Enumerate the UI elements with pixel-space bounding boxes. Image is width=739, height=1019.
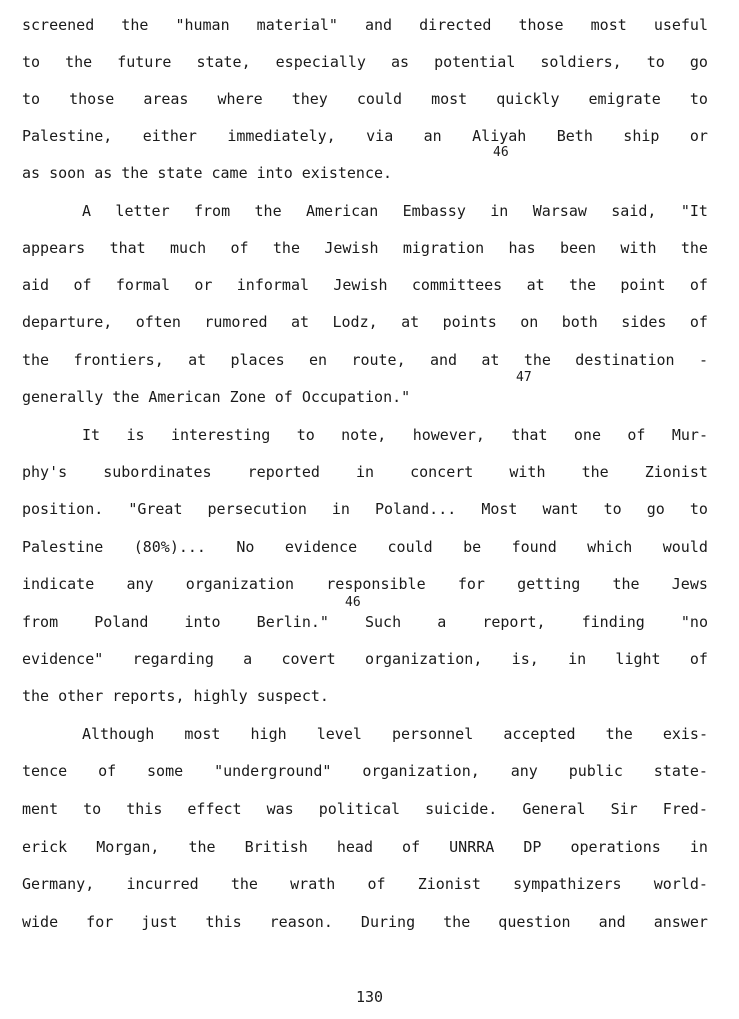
text-line (22, 800, 708, 818)
word: Beth (556, 127, 593, 145)
word: note, (341, 426, 387, 444)
text-line (22, 538, 708, 556)
word: No (236, 538, 255, 556)
word: Such (365, 613, 402, 631)
word: in (355, 463, 375, 481)
word: regarding (132, 650, 214, 668)
word: said, (611, 202, 657, 220)
text-line (22, 762, 708, 780)
text-line (22, 650, 708, 668)
word: Occupation." (301, 388, 411, 406)
word: wrath (290, 875, 336, 893)
word: at (526, 276, 545, 294)
word: some (147, 762, 184, 780)
word: other (58, 687, 104, 705)
word: in (568, 650, 587, 668)
word: responsible (326, 575, 426, 593)
text-line (22, 838, 708, 856)
word: formal (115, 276, 171, 294)
word: committees (411, 276, 503, 294)
word: the (188, 838, 216, 856)
word: which (587, 538, 633, 556)
word: on (520, 313, 539, 331)
word: Jews (671, 575, 708, 593)
word: Palestine, (22, 127, 113, 145)
word: this (126, 800, 163, 818)
word: found (511, 538, 557, 556)
text-line (22, 313, 708, 331)
word: the (65, 53, 93, 71)
word: in (490, 202, 509, 220)
word: as (22, 164, 41, 182)
word: is, (511, 650, 539, 668)
word: A (82, 202, 92, 220)
word: from (22, 613, 59, 631)
word: political (318, 800, 401, 818)
word: route, (351, 351, 406, 369)
word: of (689, 313, 708, 331)
word: evidence (284, 538, 358, 556)
word: Zionist (644, 463, 708, 481)
word: came (211, 164, 248, 182)
word: position. (22, 500, 104, 518)
word: the (680, 239, 708, 257)
word: "underground" (214, 762, 332, 780)
word: be (463, 538, 482, 556)
word: General (522, 800, 586, 818)
word: sides (621, 313, 667, 331)
footnote-marker: 47 (516, 370, 532, 385)
word: existence. (301, 164, 393, 182)
word: Most (481, 500, 518, 518)
word: to (603, 500, 622, 518)
word: much (170, 239, 207, 257)
text-line (22, 90, 708, 108)
paragraph-start-line (82, 426, 708, 444)
word: concert (410, 463, 474, 481)
word: Palestine (22, 538, 104, 556)
word: the (121, 16, 149, 34)
word: Berlin." (256, 613, 329, 631)
word: level (316, 725, 362, 743)
word: British (244, 838, 308, 856)
word: - (698, 351, 708, 369)
word: as (391, 53, 410, 71)
word: potential (434, 53, 516, 71)
word: frontiers, (73, 351, 164, 369)
word: they (291, 90, 328, 108)
word: those (69, 90, 115, 108)
word: world- (653, 875, 708, 893)
word: head (336, 838, 373, 856)
word: into (256, 164, 293, 182)
word: immediately, (227, 127, 336, 145)
word: the (523, 351, 551, 369)
word: for (457, 575, 485, 593)
word: just (141, 913, 178, 931)
word: could (356, 90, 403, 108)
word: Lodz, (332, 313, 378, 331)
word: informal (236, 276, 310, 294)
word: the (121, 164, 149, 182)
word: at (291, 313, 310, 331)
word: or (689, 127, 708, 145)
text-line (22, 276, 708, 294)
word: for (86, 913, 114, 931)
word: During (360, 913, 416, 931)
word: at (401, 313, 420, 331)
word: American (148, 388, 221, 406)
word: those (518, 16, 564, 34)
word: suspect. (256, 687, 329, 705)
word: of (73, 276, 92, 294)
word: public (568, 762, 623, 780)
word: most (590, 16, 627, 34)
word: wide (22, 913, 59, 931)
word: and (429, 351, 458, 369)
word: Zionist (417, 875, 481, 893)
word: evidence" (22, 650, 104, 668)
word: or (194, 276, 213, 294)
word: the (272, 239, 300, 257)
word: appears (22, 239, 86, 257)
word: rumored (204, 313, 268, 331)
text-line (22, 351, 708, 369)
word: to (646, 53, 665, 71)
word: and (365, 16, 393, 34)
word: in (689, 838, 708, 856)
word: of (230, 239, 249, 257)
word: the (605, 725, 633, 743)
word: any (510, 762, 538, 780)
word: most (431, 90, 468, 108)
word: a (437, 613, 447, 631)
word: Jewish (324, 239, 379, 257)
word: state- (653, 762, 708, 780)
word: to (296, 426, 315, 444)
word: material" (256, 16, 338, 34)
word: soon (49, 164, 86, 182)
word: erick (22, 838, 68, 856)
word: state, (196, 53, 251, 71)
word: both (561, 313, 598, 331)
word: points (442, 313, 497, 331)
word: Zone (229, 388, 266, 406)
word: either (142, 127, 197, 145)
word: is (126, 426, 145, 444)
word: this (205, 913, 242, 931)
word: generally (22, 388, 104, 406)
word: with (509, 463, 546, 481)
word: finding (581, 613, 645, 631)
word: to (22, 53, 41, 71)
word: been (559, 239, 597, 257)
word: of (689, 650, 708, 668)
word: places (230, 351, 285, 369)
word: high (250, 725, 287, 743)
word: effect (187, 800, 242, 818)
word: organization (185, 575, 295, 593)
text-line (22, 875, 708, 893)
word: the (230, 875, 258, 893)
word: Embassy (402, 202, 466, 220)
word: areas (143, 90, 189, 108)
word: Warsaw (532, 202, 587, 220)
word: the (581, 463, 609, 481)
word: getting (517, 575, 581, 593)
word: suicide. (425, 800, 498, 818)
word: Aliyah (472, 127, 527, 145)
word: to (689, 500, 708, 518)
word: subordinates (103, 463, 212, 481)
word: especially (275, 53, 366, 71)
word: the (612, 575, 640, 593)
word: UNRRA (449, 838, 495, 856)
word: destination (575, 351, 675, 369)
word: interesting (170, 426, 271, 444)
word: ship (623, 127, 660, 145)
text-line (22, 16, 708, 34)
word: want (542, 500, 579, 518)
word: as (94, 164, 113, 182)
text-line (22, 687, 708, 705)
word: the (22, 687, 50, 705)
word: from (194, 202, 231, 220)
word: with (620, 239, 657, 257)
word: Although (82, 725, 155, 743)
text-line (22, 913, 708, 931)
word: of (367, 875, 386, 893)
word: soldiers, (540, 53, 622, 71)
word: of (274, 388, 293, 406)
word: letter (115, 202, 170, 220)
word: departure, (22, 313, 113, 331)
word: question (498, 913, 571, 931)
word: in (331, 500, 350, 518)
word: DP (523, 838, 542, 856)
word: American (306, 202, 379, 220)
word: "human (175, 16, 230, 34)
word: Sir (610, 800, 638, 818)
word: often (135, 313, 181, 331)
word: Fred- (662, 800, 708, 818)
word: any (126, 575, 154, 593)
word: sympathizers (513, 875, 622, 893)
word: Morgan, (96, 838, 160, 856)
word: of (402, 838, 421, 856)
word: Germany, (22, 875, 95, 893)
word: reported (247, 463, 320, 481)
word: however, (412, 426, 485, 444)
word: into (184, 613, 221, 631)
word: future (117, 53, 172, 71)
word: accepted (503, 725, 576, 743)
word: state (157, 164, 203, 182)
word: has (508, 239, 536, 257)
word: quickly (496, 90, 560, 108)
word: the (112, 388, 140, 406)
word: operations (570, 838, 661, 856)
word: persecution (207, 500, 307, 518)
text-line (22, 500, 708, 518)
word: "no (680, 613, 708, 631)
word: the (568, 276, 597, 294)
page-number: 130 (355, 988, 384, 1006)
word: an (423, 127, 442, 145)
word: incurred (126, 875, 199, 893)
word: indicate (22, 575, 95, 593)
word: exis- (662, 725, 708, 743)
word: and (598, 913, 626, 931)
word: Mur- (671, 426, 708, 444)
word: point (620, 276, 666, 294)
word: migration (402, 239, 485, 257)
word: Poland (94, 613, 149, 631)
word: to (83, 800, 102, 818)
text-line (22, 53, 708, 71)
word: go (689, 53, 708, 71)
word: was (266, 800, 294, 818)
word: Jewish (333, 276, 388, 294)
text-line (22, 388, 708, 406)
word: "It (680, 202, 708, 220)
word: organization, (362, 762, 480, 780)
word: of (98, 762, 117, 780)
paragraph-start-line (82, 202, 708, 220)
word: personnel (391, 725, 474, 743)
word: go (646, 500, 665, 518)
word: highly (193, 687, 248, 705)
word: at (188, 351, 207, 369)
word: covert (281, 650, 336, 668)
word: a (243, 650, 253, 668)
word: via (366, 127, 394, 145)
word: the (254, 202, 282, 220)
word: that (511, 426, 548, 444)
text-line (22, 463, 708, 481)
word: It (82, 426, 101, 444)
word: the (22, 351, 50, 369)
paragraph-start-line (82, 725, 708, 743)
word: en (309, 351, 328, 369)
word: to (22, 90, 41, 108)
word: emigrate (588, 90, 661, 108)
word: aid (22, 276, 50, 294)
word: could (387, 538, 433, 556)
word: where (217, 90, 263, 108)
text-line (22, 613, 708, 631)
word: that (109, 239, 146, 257)
text-line (22, 127, 708, 145)
word: report, (482, 613, 546, 631)
word: the (443, 913, 471, 931)
word: phy's (22, 463, 68, 481)
word: answer (653, 913, 708, 931)
word: ment (22, 800, 59, 818)
text-line (22, 239, 708, 257)
footnote-marker: 46 (493, 145, 509, 160)
word: of (627, 426, 646, 444)
word: reason. (269, 913, 333, 931)
word: screened (22, 16, 95, 34)
word: reports, (112, 687, 185, 705)
word: "Great (128, 500, 183, 518)
text-line (22, 575, 708, 593)
word: tence (22, 762, 68, 780)
word: directed (419, 16, 492, 34)
word: useful (653, 16, 708, 34)
word: organization, (364, 650, 483, 668)
word: Poland... (375, 500, 457, 518)
word: would (662, 538, 708, 556)
word: (80%)... (133, 538, 206, 556)
word: at (481, 351, 500, 369)
text-line (22, 164, 708, 182)
footnote-marker: 46 (345, 595, 361, 610)
word: one (573, 426, 601, 444)
word: to (689, 90, 708, 108)
word: most (184, 725, 221, 743)
word: of (689, 276, 708, 294)
word: light (615, 650, 661, 668)
